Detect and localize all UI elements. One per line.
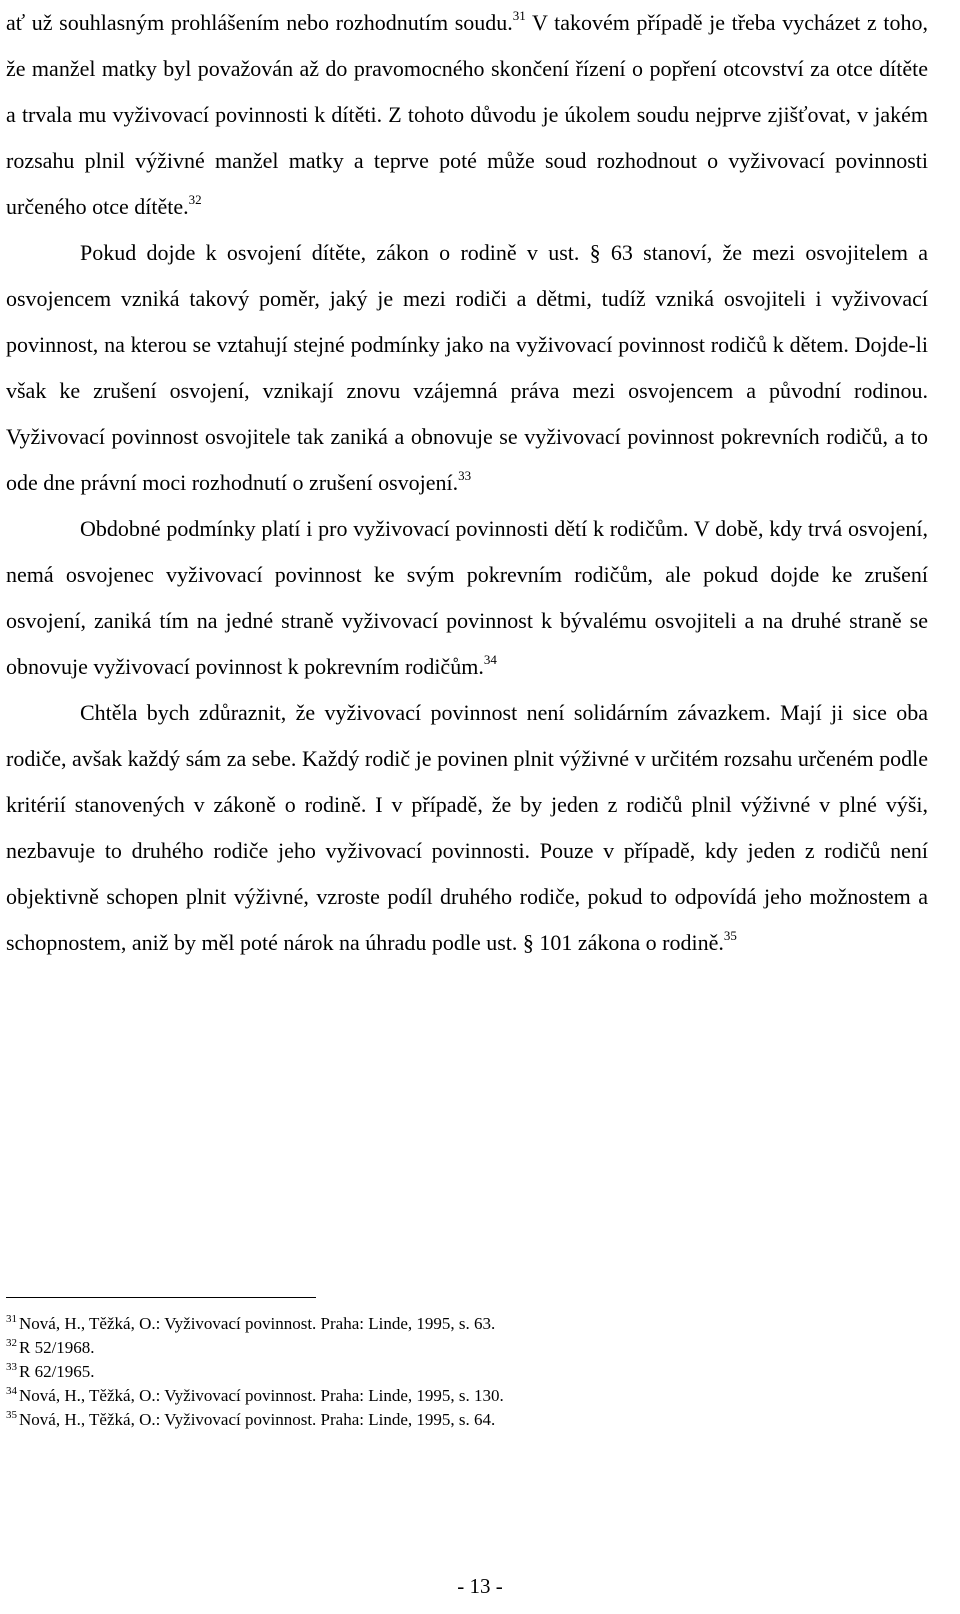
footnote-reference[interactable]: 35 xyxy=(723,927,737,943)
page-number: - 13 - xyxy=(457,1574,503,1598)
footnote-reference[interactable]: 33 xyxy=(458,467,472,483)
paragraph-text: Pokud dojde k osvojení dítěte, zákon o rodině v ust. § 63 stanoví, že mezi osvojitelem a osvojencem vzniká takový poměr, jaký je mezi rodiči a dětmi, tudíž vzniká osvojiteli i vyživovací povinnost, na kterou se vztahují stejné podmínky jako na vyživovací povinnost rodičů k dětem. Dojde-li však ke zrušení osvojení, vznikají znovu vzájemná práva mezi osvojencem a původní rodinou. Vyživovací povinnost osvojitele tak zaniká a obnovuje se vyživovací povinnost pokrevních rodičů, a to ode dne právní moci rozhodnutí o zrušení osvojení. xyxy=(6,240,928,495)
footnote xyxy=(6,1336,928,1360)
paragraph xyxy=(6,690,928,966)
footnote-text: Nová, H., Těžká, O.: Vyživovací povinnost. Praha: Linde, 1995, s. 64. xyxy=(19,1410,496,1429)
footnote-text: Nová, H., Těžká, O.: Vyživovací povinnost. Praha: Linde, 1995, s. 63. xyxy=(19,1314,496,1333)
footnote xyxy=(6,1360,928,1384)
paragraph-text: ať už souhlasným prohlášením nebo rozhodnutím soudu. xyxy=(6,10,513,35)
footnote xyxy=(6,1312,928,1336)
footnote-number: 33 xyxy=(6,1361,17,1374)
footnote-text: R 62/1965. xyxy=(19,1362,95,1381)
footnote-reference[interactable]: 32 xyxy=(188,191,202,207)
footnote-reference[interactable]: 31 xyxy=(512,7,526,23)
footnote-separator xyxy=(6,1297,316,1298)
body-text xyxy=(6,0,928,966)
footnote xyxy=(6,1408,928,1432)
footnote-number: 35 xyxy=(6,1409,17,1422)
footnote-number: 34 xyxy=(6,1385,17,1398)
paragraph-text: Obdobné podmínky platí i pro vyživovací povinnosti dětí k rodičům. V době, kdy trvá osvojení, nemá osvojenec vyživovací povinnost ke svým pokrevním rodičům, ale pokud dojde ke zrušení osvojení, zaniká tím na jedné straně vyživovací povinnost k bývalému osvojiteli a na druhé straně se obnovuje vyživovací povinnost k pokrevním rodičům. xyxy=(6,516,928,679)
footnote-number: 31 xyxy=(6,1313,17,1326)
footnote-text: Nová, H., Těžká, O.: Vyživovací povinnost. Praha: Linde, 1995, s. 130. xyxy=(19,1386,504,1405)
footnotes xyxy=(6,1312,928,1432)
paragraph-text: V takovém případě je třeba vycházet z toho, že manžel matky byl považován až do pravomocného skončení řízení o popření otcovství za otce dítěte a trvala mu vyživovací povinnosti k dítěti. Z tohoto důvodu je úkolem soudu nejprve zjišťovat, v jakém rozsahu plnil výživné manžel matky a teprve poté může soud rozhodnout o vyživovací povinnosti určeného otce dítěte. xyxy=(6,10,928,219)
footnote-text: R 52/1968. xyxy=(19,1338,95,1357)
paragraph xyxy=(6,230,928,506)
footnote xyxy=(6,1384,928,1408)
paragraph-text: Chtěla bych zdůraznit, že vyživovací povinnost není solidárním závazkem. Mají ji sice oba rodiče, avšak každý sám za sebe. Každý rodič je povinen plnit výživné v určitém rozsahu určeném podle kritérií stanovených v zákoně o rodině. I v případě, že by jeden z rodičů plnil výživné v plné výši, nezbavuje to druhého rodiče jeho vyživovací povinnosti. Pouze v případě, kdy jeden z rodičů není objektivně schopen plnit výživné, vzroste podíl druhého rodiče, pokud to odpovídá jeho možnostem a schopnostem, aniž by měl poté nárok na úhradu podle ust. § 101 zákona o rodině. xyxy=(6,700,928,955)
footnote-reference[interactable]: 34 xyxy=(483,651,497,667)
paragraph xyxy=(6,506,928,690)
paragraph xyxy=(6,0,928,230)
footnote-number: 32 xyxy=(6,1337,17,1350)
